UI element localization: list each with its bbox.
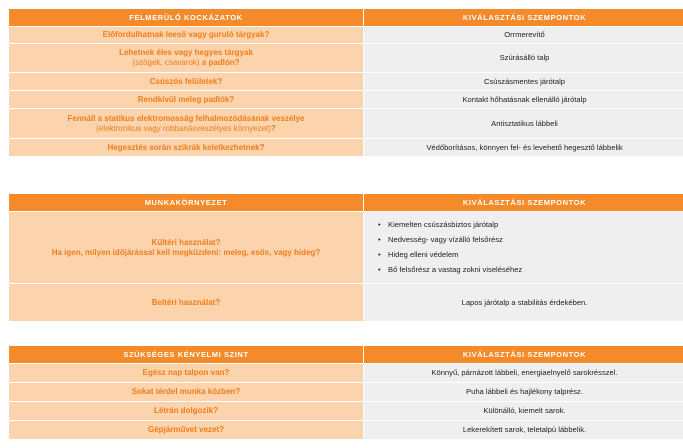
list-item: • Kiemelten csúszásbiztos járótalp (378, 220, 681, 230)
risk-question: Csúszós felületek? (9, 73, 364, 91)
environment-table (8, 193, 683, 322)
weather-question: Ha igen, milyen időjárással kell megküzdeni: meleg, esős, vagy hideg? (51, 247, 321, 257)
risks-table (8, 8, 683, 157)
outdoor-question: Kültéri használat? (151, 237, 221, 247)
table-row (9, 421, 683, 440)
risk-criterion: Orrmerevítő (364, 27, 683, 44)
environment-header-left: MUNKAKÖRNYEZET (9, 194, 364, 212)
risk-question-end: ? (270, 123, 276, 133)
table-row (9, 109, 683, 139)
table-row (9, 402, 683, 421)
table-row (9, 364, 683, 383)
risk-question: Hegesztés során szikrák keletkezhetnek? (9, 139, 364, 157)
table-row (9, 139, 683, 157)
risk-question (9, 44, 364, 73)
risk-question-note: (elektronikus vagy robbanásveszélyes környezet) (96, 123, 271, 133)
comfort-criterion: Lekerekített sarok, teletalpú lábbelik. (364, 421, 683, 440)
table-row (9, 284, 683, 322)
comfort-criterion: Könnyű, párnázott lábbeli, energiaelnyelő sarokrésszel. (364, 364, 683, 383)
risk-question (9, 109, 364, 139)
table-row (9, 212, 683, 284)
risk-criterion: Antisztatikus lábbeli (364, 109, 683, 139)
table-row (9, 73, 683, 91)
comfort-header-right: KIVÁLASZTÁSI SZEMPONTOK (364, 346, 683, 364)
table-row (9, 44, 683, 73)
risk-question-end: a padlón? (199, 58, 240, 67)
list-item: • Bő felsőrész a vastag zokni viseléséhez (378, 265, 681, 275)
comfort-question: Sokat térdel munka közben? (9, 383, 364, 402)
list-item: • Hideg elleni védelem (378, 250, 681, 260)
comfort-criterion: Különálló, kiemelt sarok. (364, 402, 683, 421)
indoor-criterion: Lapos járótalp a stabilitás érdekében. (364, 284, 683, 322)
comfort-header-left: SZÜKSÉGES KÉNYELMI SZINT (9, 346, 364, 364)
comfort-criterion: Puha lábbeli és hajlékony talprész. (364, 383, 683, 402)
risk-criterion: Kontakt hőhatásnak ellenálló járótalp (364, 91, 683, 109)
risks-header-left: FELMERÜLŐ KOCKÁZATOK (9, 9, 364, 27)
comfort-table (8, 345, 683, 440)
risk-question-main: Fennáll a statikus elektromosság felhalmozódásának veszélye (67, 113, 305, 123)
table-row (9, 27, 683, 44)
comfort-question: Létrán dolgozik? (9, 402, 364, 421)
environment-criteria (364, 212, 683, 284)
outdoor-criteria-list (368, 220, 681, 275)
comfort-question: Egész nap talpon van? (9, 364, 364, 383)
risk-criterion: Szúrásálló talp (364, 44, 683, 73)
environment-question (9, 212, 364, 284)
list-item: • Nedvesség- vagy vízálló felsőrész (378, 235, 681, 245)
risk-question: Előfordulhatnak leeső vagy guruló tárgyak? (9, 27, 364, 44)
indoor-question: Beltéri használat? (9, 284, 364, 322)
risk-criterion: Csúszásmentes járótalp (364, 73, 683, 91)
environment-header-right: KIVÁLASZTÁSI SZEMPONTOK (364, 194, 683, 212)
risks-header-right: KIVÁLASZTÁSI SZEMPONTOK (364, 9, 683, 27)
risk-criterion: Védőborításos, könnyen fel- és levehető hegesztő lábbelik (364, 139, 683, 157)
comfort-question: Gépjárművet vezet? (9, 421, 364, 440)
risk-question-main: Lehetnek éles vagy hegyes tárgyak (119, 48, 253, 57)
risk-question: Rendkívül meleg padlók? (9, 91, 364, 109)
risk-question-note: (szögek, csavarok) (132, 58, 200, 67)
table-row (9, 91, 683, 109)
table-row (9, 383, 683, 402)
